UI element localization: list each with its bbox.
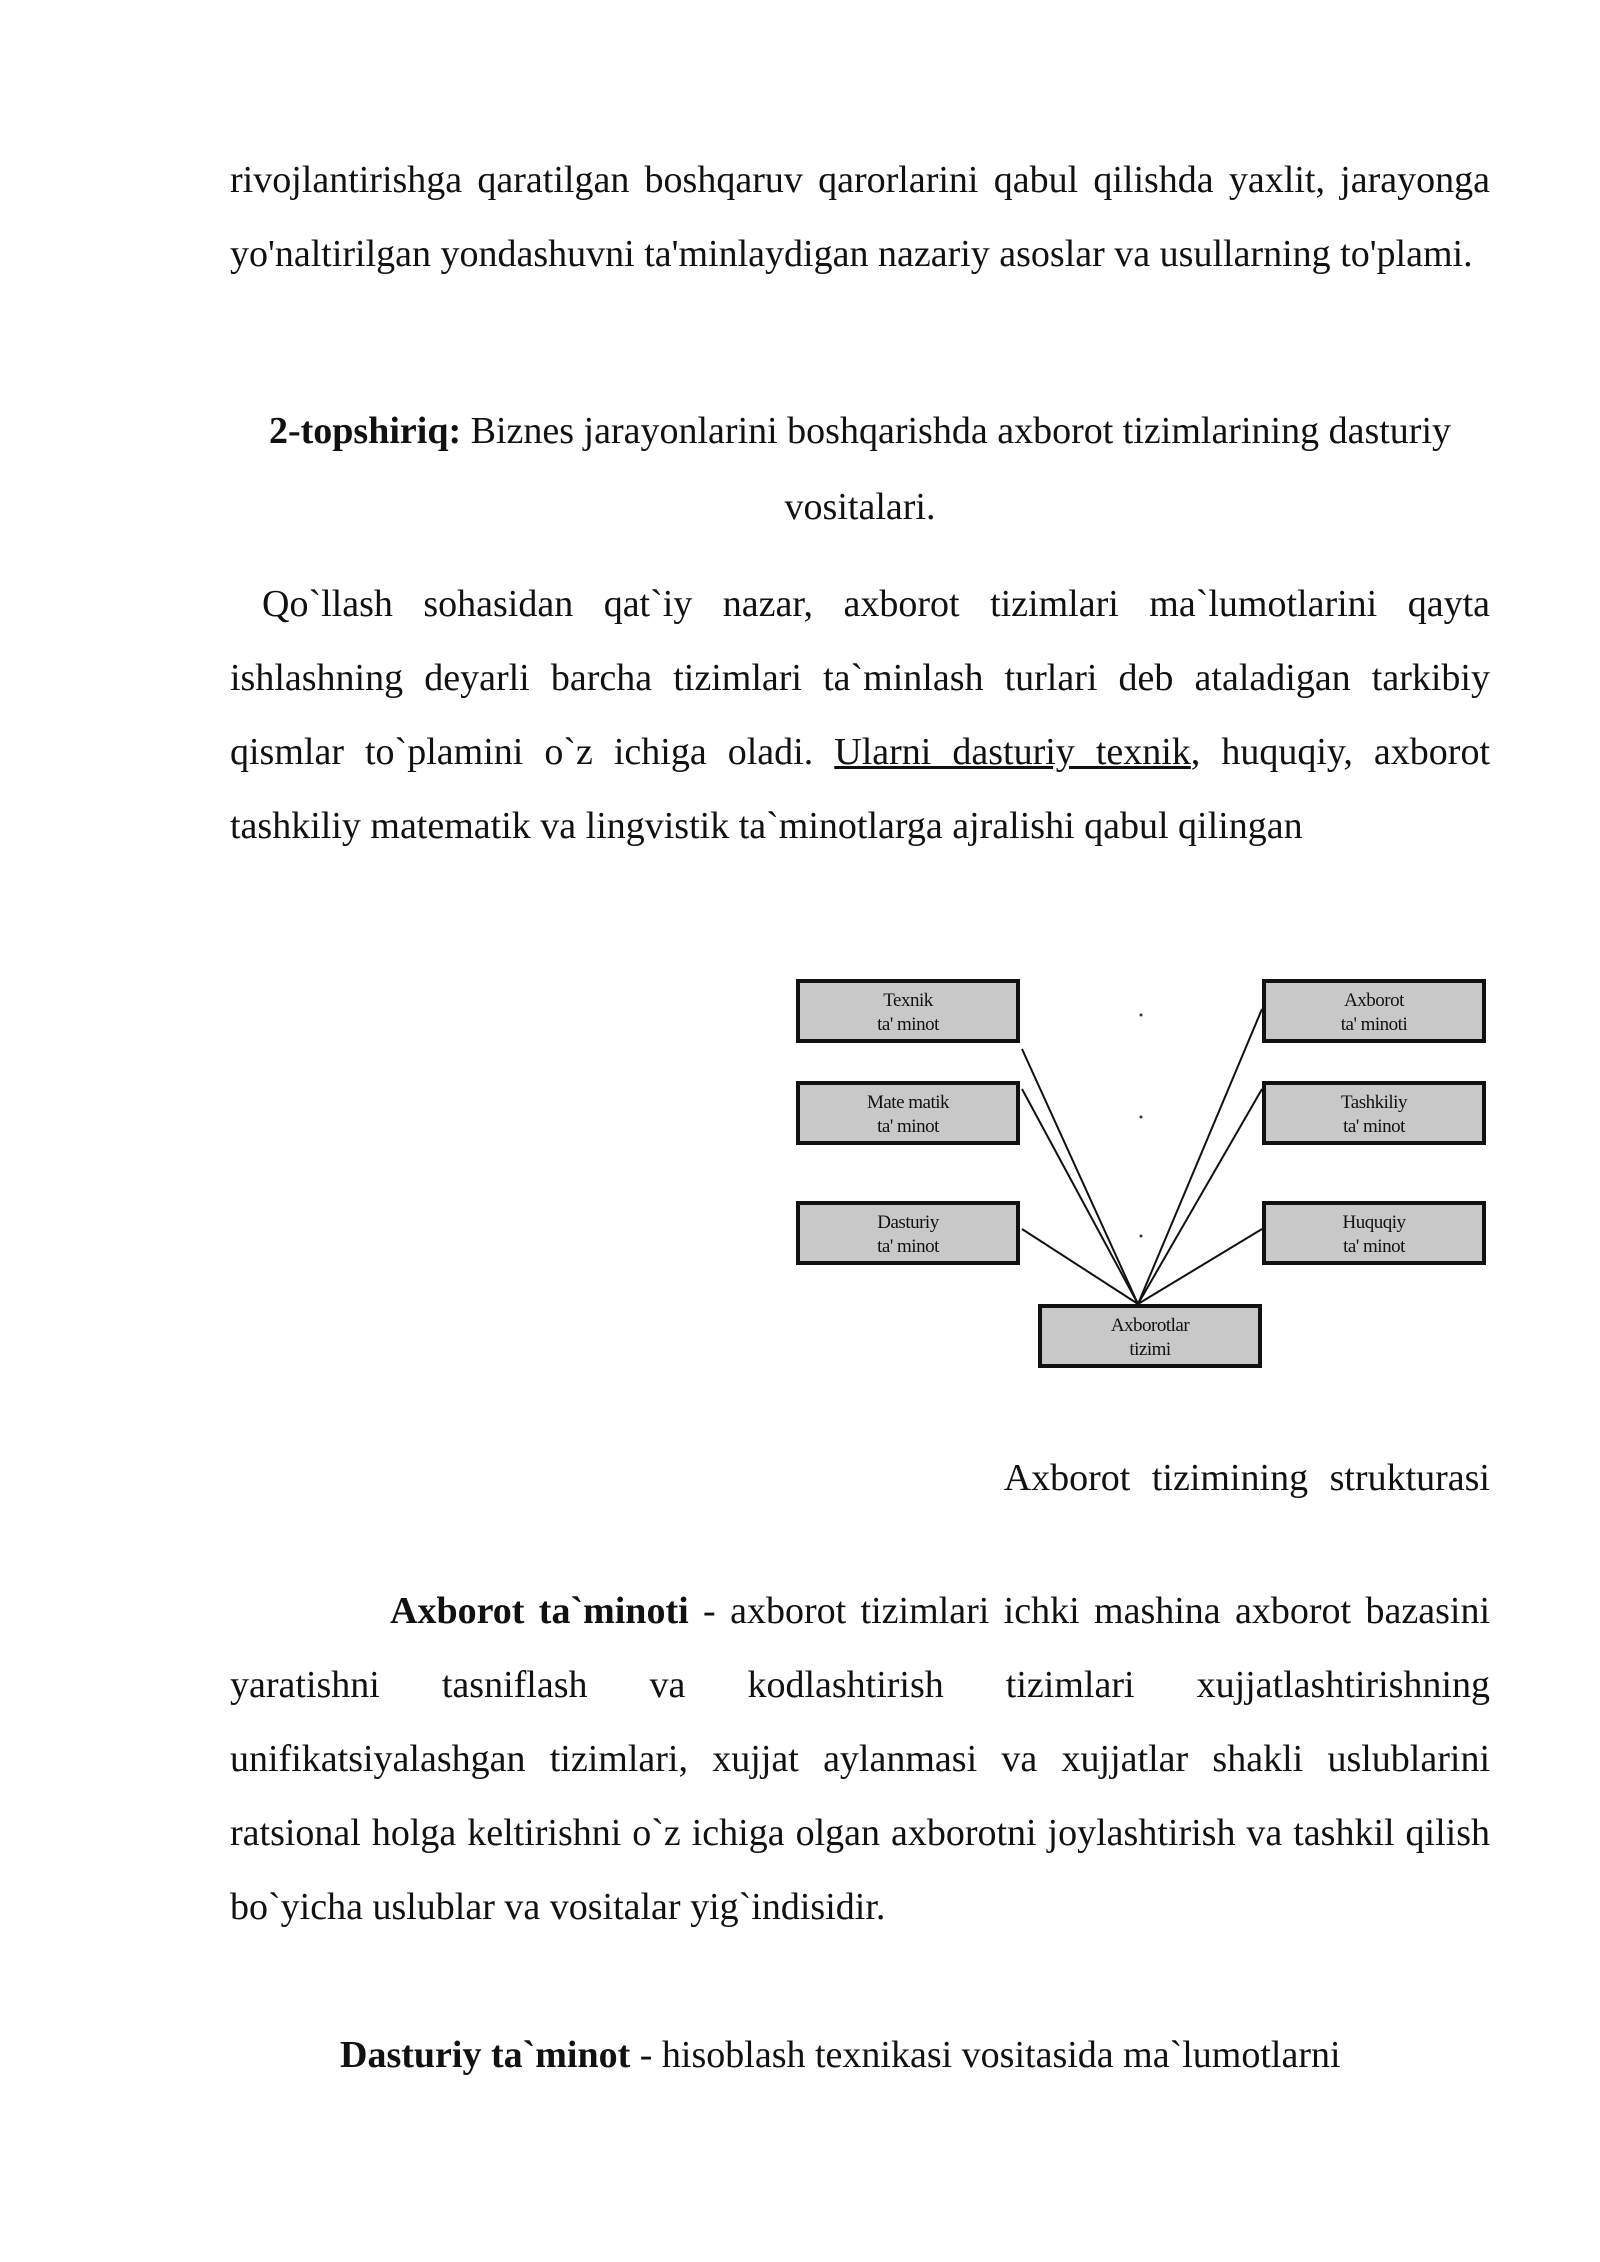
box-label-line: ta' minot	[877, 1116, 939, 1137]
box-matematik-taminot	[796, 1081, 1020, 1145]
box-label-line: ta' minot	[877, 1014, 939, 1035]
box-label-line: Mate matik	[866, 1092, 950, 1113]
paragraph-text: - hisoblash texnikasi vositasida ma`lumotlarni	[630, 2034, 1341, 2076]
box-label-line: Tashkiliy	[1341, 1092, 1407, 1113]
paragraph-text: rivojlantirishga qaratilgan boshqaruv qarorlarini qabul qilishda yaxlit, jarayonga yo'naltirilgan yondashuvni ta'minlaydigan nazariy asoslar va usullarning to'plami.	[230, 159, 1490, 275]
box-label-line: Axborot	[1344, 990, 1404, 1011]
underlined-link-text[interactable]: Ularni dasturiy texnik	[834, 731, 1191, 773]
connector-line	[1138, 1089, 1262, 1304]
task-heading	[230, 393, 1490, 545]
box-dasturiy-taminot	[796, 1201, 1020, 1265]
paragraph-dasturiy-taminot	[230, 2018, 1490, 2092]
connector-line	[1022, 1089, 1138, 1304]
paragraph-support-types	[230, 567, 1490, 863]
box-label-line: ta' minoti	[1340, 1014, 1408, 1035]
box-huquqiy-taminot	[1262, 1201, 1486, 1265]
term-bold: Dasturiy ta`minot	[340, 2034, 631, 2076]
connector-line	[1022, 1049, 1138, 1304]
task-heading-title: Biznes jarayonlarini boshqarishda axborot tizimlarining dasturiy vositalari.	[461, 410, 1451, 528]
dot-mark	[1140, 1235, 1143, 1238]
term-bold: Axborot ta`minoti	[390, 1590, 689, 1632]
box-label-line: ta' minot	[1343, 1116, 1405, 1137]
box-label-line: Texnik	[883, 990, 933, 1011]
box-axborot-taminoti	[1262, 979, 1486, 1043]
dot-mark	[1140, 1116, 1143, 1119]
box-label-line: ta' minot	[877, 1236, 939, 1257]
box-label-line: ta' minot	[1343, 1236, 1405, 1257]
diagram-caption: Axborot tizimining strukturasi	[1003, 1457, 1490, 1499]
box-axborotlar-tizimi	[1038, 1304, 1262, 1368]
dot-mark	[1140, 1014, 1143, 1017]
paragraph-text: - axborot tizimlari ichki mashina axborot bazasini yaratishni tasniflash va kodlashtirish tizimlari xujjatlashtirishning unifikatsiyalashgan tizimlari, xujjat aylanmasi va xujjatlar shakli uslublarini ratsional holga keltirishni o`z ichiga olgan axborotni joylashtirish va tashkil qilish bo`yicha uslublar va vositalar yig`indisidir.	[230, 1590, 1490, 1928]
paragraph-intro-continuation	[230, 143, 1490, 291]
paragraph-text: Qo`llash sohasidan qat`iy nazar, axborot tizimlari ma`lumotlarini qayta ishlashning deyarli barcha tizimlari ta`minlash turlari deb ataladigan tarkibiy qismlar to`plamini o`z ichiga oladi.	[230, 583, 1490, 773]
box-label-line: Axborotlar	[1110, 1315, 1190, 1336]
box-label-line: tizimi	[1129, 1339, 1171, 1360]
box-texnik-taminot	[796, 979, 1020, 1043]
connector-line	[1022, 1229, 1138, 1304]
task-heading-label: 2-topshiriq:	[268, 410, 462, 452]
box-label-line: Huquqiy	[1342, 1212, 1406, 1233]
paragraph-axborot-taminoti	[230, 1574, 1490, 1944]
box-tashkiliy-taminot	[1262, 1081, 1486, 1145]
connector-line	[1138, 1229, 1262, 1304]
paragraph-text: , huquqiy, axborot tashkiliy matematik va lingvistik ta`minotlarga ajralishi qabul qilingan	[230, 731, 1491, 847]
connector-line	[1138, 1009, 1262, 1304]
box-label-line: Dasturiy	[877, 1212, 939, 1233]
